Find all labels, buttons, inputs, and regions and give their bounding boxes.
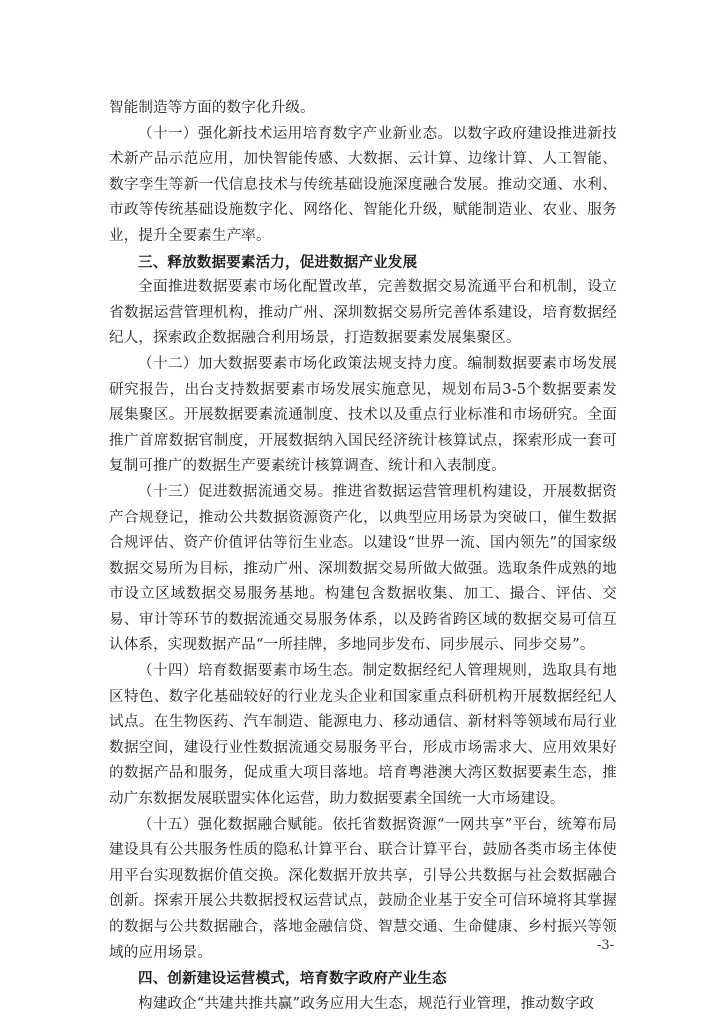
paragraph-section-3-intro: 全面推进数据要素市场化配置改革，完善数据交易流通平台和机制，设立省数据运营管理机构，推动广州、深圳数据交易所完善体系建设，培育数据经纪人，探索政企数据融合利用场景，打造数据要素发展集聚区。 — [109, 279, 617, 347]
section-heading-4: 四、创新建设运营模式，培育数字政府产业生态 — [138, 970, 447, 988]
paragraph-section-13: （十三）促进数据流通交易。推进省数据运营管理机构建设，开展数据资产合规登记，推动公共数据资源资产化，以典型应用场景为突破口，催生数据合规评估、资产价值评估等衍生业态。以建设“世界一流、国内领先”的国家级数据交易所为目标，推动广州、深圳数据交易所做大做强。选取条件成熟的地市设立区域数据交易服务基地。构建包含数据收集、加工、撮合、评估、交易、审计等环节的数据流通交易服务体系，以及跨省跨区域的数据交易可信互认体系，实现数据产品“一所挂牌，多地同步发布、同步展示、同步交易”。 — [109, 483, 617, 654]
page-number: -3- — [596, 938, 614, 953]
paragraph-section-4-intro: 构建政企“共建共推共赢”政务应用大生态，规范行业管理，推动数字政 — [138, 995, 595, 1012]
paragraph-section-11: （十一）强化新技术运用培育数字产业新业态。以数字政府建设推进新技术新产品示范应用，加快智能传感、大数据、云计算、边缘计算、人工智能、数字孪生等新一代信息技术与传统基础设施深度融合发展。推动交通、水利、市政等传统基础设施数字化、网络化、智能化升级，赋能制造业、农业、服务业，提升全要素生产率。 — [109, 125, 617, 244]
paragraph-section-15: （十五）强化数据融合赋能。依托省数据资源“一网共享”平台，统筹布局建设具有公共服务性质的隐私计算平台、联合计算平台，鼓励各类市场主体使用平台实现数据价值交换。深化数据开放共享，引导公共数据与社会数据融合创新。探索开展公共数据授权运营试点，鼓励企业基于安全可信环境将其掌握的数据与公共数据融合，落地金融信贷、智慧交通、生命健康、乡村振兴等领域的应用场景。 — [109, 816, 617, 961]
paragraph-continuation: 智能制造等方面的数字化升级。 — [109, 100, 315, 116]
paragraph-section-12: （十二）加大数据要素市场化政策法规支持力度。编制数据要素市场发展研究报告，出台支持数据要素市场发展实施意见，规划布局3-5个数据要素发展集聚区。开展数据要素流通制度、技术以及重点行业标准和市场研究。全面推广首席数据官制度，开展数据纳入国民经济统计核算试点，探索形成一套可复制可推广的数据生产要素统计核算调查、统计和入表制度。 — [109, 355, 617, 475]
section-heading-3: 三、释放数据要素活力，促进数据产业发展 — [138, 253, 418, 271]
document-body — [109, 96, 617, 1017]
paragraph-section-14: （十四）培育数据要素市场生态。制定数据经纪人管理规则，选取具有地区特色、数字化基础较好的行业龙头企业和国家重点科研机构开展数据经纪人试点。在生物医药、汽车制造、能源电力、移动通信、新材料等领域布局行业数据空间，建设行业性数据流通交易服务平台，形成市场需求大、应用效果好的数据产品和服务，促成重大项目落地。培育粤港澳大湾区数据要素生态，推动广东数据发展联盟实体化运营，助力数据要素全国统一大市场建设。 — [109, 663, 617, 808]
